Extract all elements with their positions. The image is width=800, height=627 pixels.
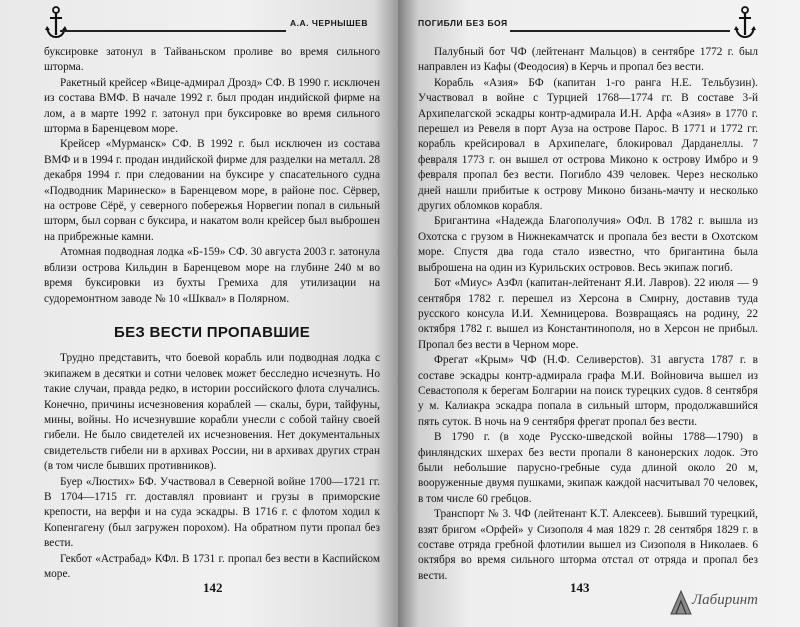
anchor-icon	[45, 6, 67, 40]
paragraph: Крейсер «Мурманск» СФ. В 1992 г. был исключен из состава ВМФ и в 1994 г. продан индийской фирме для разделки на металл. 28 декабря 1994 г. при следовании на буксире у спасательного судна «Подводник Маринеско» в Баренцевом море, в районе пос. Сёрвер, на острове Сёрё, у северного побережья Норвегии попал в сильный шторм, был сорван с буксира, и накатом волн крейсер был выброшен на прибрежные камни.	[44, 138, 380, 243]
paragraph: Бот «Миус» АзФл (капитан-лейтенант Я.И. Лавров). 22 июля — 9 сентября 1782 г. перешел из Херсона в Смирну, доставив туда русского консула И.И. Хемницерова. Возвращаясь на родину, 22 октября 1782 г. вышел из Константинополя, но в Херсон не прибыл. Пропал без вести в Черном море.	[418, 277, 758, 351]
left-page	[0, 0, 398, 627]
paragraph: буксировке затонул в Тайваньском проливе во время сильного шторма.	[44, 46, 380, 74]
paragraph: Ракетный крейсер «Вице-адмирал Дрозд» СФ. В 1990 г. исключен из состава ВМФ. В начале 1992 г. был продан индийской фирме на лом, а в марте 1992 г. затонул при буксировке во время сильного шторма в Баренцевом море.	[44, 76, 380, 136]
anchor-icon	[734, 6, 756, 40]
page-number-right: 143	[570, 580, 590, 595]
paragraph: Транспорт № 3. ЧФ (лейтенант К.Т. Алексеев). Бывший турецкий, взят бригом «Орфей» у Сизополя 4 мая 1829 г. 28 сентября 1829 г. в составе отряда гребной флотилии вышел из Сизополя в Николаев. 6 октября во время сильного шторма отстал от отряда и пропал без вести.	[418, 508, 758, 582]
paragraph: Палубный бот ЧФ (лейтенант Мальцов) в сентябре 1772 г. был направлен из Кафы (Феодосия) в Керчь и пропал без вести.	[418, 46, 758, 74]
paragraph: Фрегат «Крым» ЧФ (Н.Ф. Селиверстов). 31 августа 1787 г. в составе эскадры контр-адмирала графа М.И. Войновича вышел из Севастополя к берегам Болгарии на поиск турецких судов. 8 сентября у м. Калиакра эскадра попала в сильный шторм, продолжавшийся пять суток. В ночь на 9 сентября фрегат пропал без вести.	[418, 354, 758, 428]
labyrinth-logo-icon	[670, 589, 692, 615]
header-rule	[510, 30, 730, 32]
section-title: БЕЗ ВЕСТИ ПРОПАВШИЕ	[113, 323, 311, 341]
paragraph: Гекбот «Астрабад» КФл. В 1731 г. пропал без вести в Каспийском море.	[44, 552, 380, 580]
right-page	[398, 0, 800, 627]
paragraph: Корабль «Азия» БФ (капитан 1-го ранга Н.Е. Тельбузин). Участвовал в войне с Турцией 1768—1774 гг. В составе 3-й Архипелагской эскадры контр-адмирала И.Н. Арфа «Азия» в 1770 г. перешел из Ревеля в порт Ауза на острове Парос. В 1771 и 1772 гг. корабль крейсировал в Архипелаге, блокировал Дарданеллы. 7 февраля 1773 г. он вышел от острова Миконо к острову Имбро и 9 февраля пропал без вести. Погибло 439 человек. Через несколько дней нашли прибитые к острову Миконо бизань-мачту и несколько других обломков корабля.	[418, 76, 758, 213]
header-rule	[60, 30, 286, 32]
paragraph: Бригантина «Надежда Благополучия» ОФл. В 1782 г. вышла из Охотска с грузом в Нижнекамчатск и пропала без вести в Охотском море. Спустя два года стало известно, что бригантина была выброшена на один из Курильских островов. Весь экипаж погиб.	[418, 215, 758, 274]
page-number-left: 142	[203, 580, 223, 595]
left-body-text	[44, 45, 380, 582]
right-body-text	[418, 45, 758, 584]
paragraph: Буер «Люстих» БФ. Участвовал в Северной войне 1700—1721 гг. В 1704—1715 гг. доставлял провиант и грузы в приморские крепости, на верфи и на суда эскадры. В 1716 г. с флотом ходил к Копенгагену (был загружен порохом). На обратном пути пропал без вести.	[44, 475, 380, 550]
paragraph: В 1790 г. (в ходе Русско-шведской войны 1788—1790) в финляндских шхерах без вести пропали 8 канонерских лодок. Это были небольшие парусно-гребные суда длиной около 20 м, вооруженные двумя пушками, экипаж каждой насчитывал 70 человек, в том числе 60 гребцов.	[418, 431, 758, 505]
watermark-text: Лабиринт	[692, 592, 758, 608]
paragraph: Атомная подводная лодка «Б-159» СФ. 30 августа 2003 г. затонула вблизи острова Кильдин в Баренцевом море на глубине 240 м во время буксировки из бухты Гремиха для утилизации на судоремонтном заводе № 10 «Шквал» в Полярном.	[44, 246, 380, 305]
paragraph: Трудно представить, что боевой корабль или подводная лодка с экипажем в десятки и сотни человек может бесследно исчезнуть. Но такие случаи, правда редко, в истории российского флота случались. Конечно, причины исчезновения кораблей — скалы, бури, тайфуны, мины, войны. Но исчезнувшие корабли унесли с собой тайну своей гибели. Не было свидетелей их исчезновения. Нет документальных свидетельств гибели ни в архивах России, ни в архивах других стран (в том числе бывших противников).	[44, 352, 380, 473]
running-head-left: А.А. ЧЕРНЫШЕВ	[290, 18, 368, 28]
left-bottom-paragraphs	[44, 351, 380, 582]
left-top-paragraphs	[44, 45, 380, 307]
watermark	[666, 585, 796, 619]
running-head-right: ПОГИБЛИ БЕЗ БОЯ	[418, 18, 508, 28]
